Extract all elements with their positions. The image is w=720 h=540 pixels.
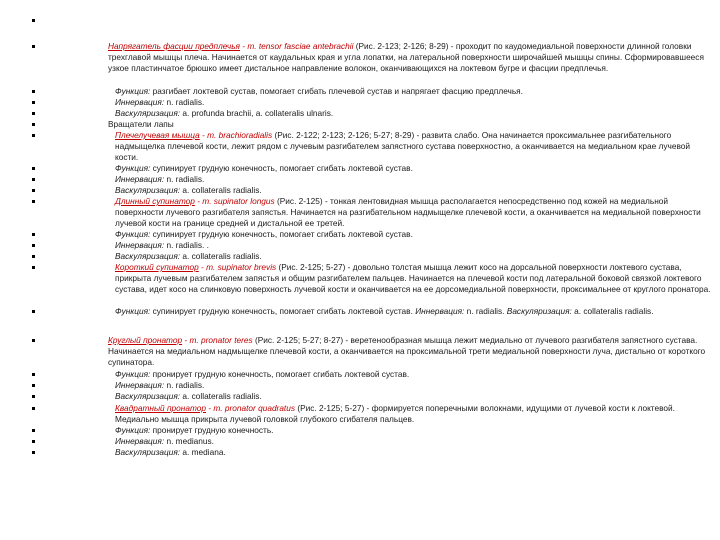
- latin-name: - m. supinator longus: [194, 196, 275, 206]
- paragraph-text: [115, 403, 715, 425]
- bullet: [32, 339, 35, 342]
- bullet: [32, 255, 35, 258]
- bullet: [32, 167, 35, 170]
- text-run: (Рис. 2-122; 2-123; 2-126; 5-27; 8-29) - развита слабо. Она начинается проксимальнее разгибательного надмыщелка плечевой кости, лежит рядом с лучевым разгибателем запястного сустава поверхностно, а оканчивается на медиальном крае лучевой кости.: [115, 130, 691, 163]
- text-run: n. radialis.: [164, 97, 205, 107]
- field-label: Иннервация:: [115, 174, 165, 184]
- field-label: Функция:: [115, 425, 151, 435]
- text-run: пронирует грудную конечность, помогает сгибать локтевой сустав.: [150, 369, 410, 379]
- paragraph-text: [115, 97, 715, 108]
- bullet: [32, 440, 35, 443]
- bullet: [32, 373, 35, 376]
- text-run: a. profunda brachii, a. collateralis ulnaris.: [180, 108, 334, 118]
- text-run: a. collateralis radialis.: [571, 306, 654, 316]
- text-run: n. medianus.: [164, 436, 214, 446]
- bullet: [32, 45, 35, 48]
- bullet: [32, 395, 35, 398]
- text-run: (Рис. 2-123; 2-126; 8-29) - проходит по каудомедиальной поверхности длинной головки трехглавой мышцы плеча. Начинается от каудальных края и угла лопатки, на латеральной поверхности широчайшей мышцы спины. Сформировавшееся узкое пластинчатое брюшко имеет дистальное направление волокон, оканчивающихся на локтевом бугре и фасции предплечья.: [108, 41, 704, 74]
- text-run: a. mediana.: [180, 447, 226, 457]
- paragraph-text: [115, 380, 715, 391]
- paragraph-text: [115, 86, 715, 97]
- bullet: [32, 266, 35, 269]
- text-run: разгибает локтевой сустав, помогает сгибать плечевой сустав и напрягает фасцию предплечья.: [150, 86, 523, 96]
- text-run: a. collateralis radialis.: [180, 185, 262, 195]
- bullet: [32, 233, 35, 236]
- muscle-name-link[interactable]: Длинный супинатор: [115, 196, 195, 206]
- text-run: a. collateralis radialis.: [180, 251, 262, 261]
- text-run: супинирует грудную конечность, помогает сгибать локтевой сустав.: [150, 163, 413, 173]
- paragraph-text: [115, 240, 715, 251]
- bullet: [32, 244, 35, 247]
- paragraph-text: [108, 119, 708, 130]
- bullet: [32, 123, 35, 126]
- bullet: [32, 407, 35, 410]
- paragraph-text: [115, 229, 715, 240]
- bullet: [32, 384, 35, 387]
- bullet: [32, 178, 35, 181]
- paragraph-text: [115, 163, 715, 174]
- text-run: n. radialis.: [464, 306, 507, 316]
- bullet: [32, 200, 35, 203]
- latin-name: - m. supinator brevis: [198, 262, 277, 272]
- paragraph-text: [115, 306, 715, 317]
- text-run: супинирует грудную конечность, помогает сгибать локтевой сустав.: [150, 306, 416, 316]
- text-run: (Рис. 2-125; 5-27) - формируется поперечными волокнами, идущими от лучевой кости к локтевой. Медиально мышца прикрыта лучевой головкой глубокого сгибателя пальцев.: [115, 403, 675, 425]
- muscle-name-link[interactable]: Короткий супинатор: [115, 262, 199, 272]
- field-label: Васкуляризация:: [115, 251, 181, 261]
- bullet: [32, 451, 35, 454]
- paragraph-text: [115, 108, 715, 119]
- field-label: Васкуляризация:: [115, 391, 181, 401]
- bullet: [32, 310, 35, 313]
- muscle-name-link[interactable]: Круглый пронатор: [108, 335, 183, 345]
- text-run: n. radialis. .: [164, 240, 209, 250]
- text-run: супинирует грудную конечность, помогает сгибать локтевой сустав.: [150, 229, 413, 239]
- bullet: [32, 429, 35, 432]
- field-label: Функция:: [115, 163, 151, 173]
- paragraph-text: [115, 436, 715, 447]
- muscle-name-link[interactable]: Квадратный пронатор: [115, 403, 206, 413]
- text-run: n. radialis.: [164, 174, 205, 184]
- paragraph-text: [115, 391, 715, 402]
- paragraph-text: [115, 262, 715, 295]
- bullet: [32, 101, 35, 104]
- field-label: Иннервация:: [115, 436, 165, 446]
- bullet: [32, 90, 35, 93]
- field-label: Иннервация:: [115, 380, 165, 390]
- paragraph-text: [115, 425, 715, 436]
- text-run: a. collateralis radialis.: [180, 391, 262, 401]
- latin-name: - m. pronator teres: [182, 335, 253, 345]
- text-run: (Рис. 2-125; 5-27) - довольно толстая мышца лежит косо на дорсальной поверхности локтевого сустава, прикрыта лучевым разгибателем запястья и общим разгибателем пальцев. Начинается на плечевой кости под латеральной боковой связкой локтевого сустава, идет косо на слинковую поверхность лучевой кости и оканчивается на ее дорсомедиальной поверхности, проксимальнее от круглого пронатора.: [115, 262, 711, 295]
- text-run: (Рис. 2-125; 5-27; 8-27) - веретенообразная мышца лежит медиально от лучевого разгибателя запястного сустава. Начинается на медиальном надмыщелке плечевой кости, а оканчивается на проксимальной трети медиальной поверхности луча, дистально от короткого супинатора.: [108, 335, 706, 368]
- field-label: Функция:: [115, 86, 151, 96]
- bullet: [32, 112, 35, 115]
- field-label: Васкуляризация:: [115, 185, 181, 195]
- field-label: Иннервация:: [115, 97, 165, 107]
- paragraph-text: [115, 369, 715, 380]
- paragraph-text: [115, 447, 715, 458]
- bullet: [32, 19, 35, 22]
- text-run: пронирует грудную конечность.: [150, 425, 274, 435]
- paragraph-text: [115, 174, 715, 185]
- field-label: Функция:: [115, 306, 151, 316]
- field-label: Функция:: [115, 369, 151, 379]
- paragraph-text: [115, 185, 715, 196]
- muscle-name-link[interactable]: Напрягатель фасции предплечья: [108, 41, 240, 51]
- bullet: [32, 189, 35, 192]
- field-label: Васкуляризация:: [115, 108, 181, 118]
- paragraph-text: [115, 130, 715, 163]
- text-run: n. radialis.: [164, 380, 205, 390]
- text-run: (Рис. 2-125) - тонкая лентовидная мышца располагается непосредственно под кожей на медиальной поверхности лучевого разгибателя запястья. Начинается на разгибательном надмыщелке плечевой кости, а оканчивается на медиальной поверхности лучевой кости на границе средней и дистальной ее третей.: [115, 196, 701, 229]
- field-label: Функция:: [115, 229, 151, 239]
- field-label: Иннервация:: [115, 240, 165, 250]
- latin-name: - m. brachioradialis: [199, 130, 273, 140]
- text-run: Вращатели лапы: [108, 119, 174, 129]
- paragraph-text: [115, 251, 715, 262]
- paragraph-text: [108, 335, 708, 368]
- paragraph-text: [115, 196, 715, 229]
- paragraph-text: [108, 41, 708, 74]
- field-label: Васкуляризация:: [506, 306, 572, 316]
- muscle-name-link[interactable]: Плечелучевая мышца: [115, 130, 200, 140]
- field-label: Иннервация:: [415, 306, 465, 316]
- latin-name: - m. pronator quadratus: [206, 403, 296, 413]
- bullet: [32, 134, 35, 137]
- field-label: Васкуляризация:: [115, 447, 181, 457]
- latin-name: - m. tensor fasciae antebrachii: [239, 41, 354, 51]
